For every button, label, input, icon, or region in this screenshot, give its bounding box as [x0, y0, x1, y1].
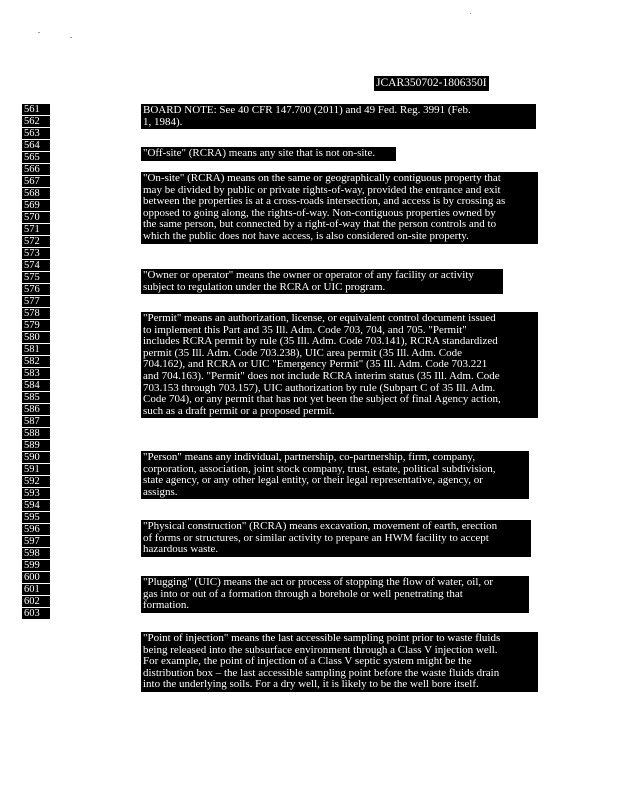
line-number: 574 — [22, 260, 50, 271]
text-line: corporation, association, joint stock company, trust, estate, political subdivision, — [143, 462, 496, 475]
line-number: 602 — [22, 596, 50, 607]
text-line: "Plugging" (UIC) means the act or process of stopping the flow of water, oil, or — [143, 576, 494, 588]
text-line: into the underlying soils. For a dry well, it is likely to be the well bore itself. — [143, 678, 479, 691]
text-line: subject to regulation under the RCRA or UIC program. — [143, 280, 386, 293]
text-line: of forms or structures, or similar activity to prepare an HWM facility to accept — [143, 531, 489, 544]
line-number: 582 — [22, 356, 50, 367]
line-number: 579 — [22, 320, 50, 331]
line-number: 586 — [22, 404, 50, 415]
line-number: 568 — [22, 188, 50, 199]
text-line: "Physical construction" (RCRA) means excavation, movement of earth, erection — [143, 520, 498, 532]
line-number: 584 — [22, 380, 50, 391]
line-number: 603 — [22, 608, 50, 619]
scan-speck — [470, 13, 471, 14]
line-number: 581 — [22, 344, 50, 355]
definition-physical-construction — [141, 520, 531, 557]
line-number: 580 — [22, 332, 50, 343]
line-number: 573 — [22, 248, 50, 259]
line-number: 569 — [22, 200, 50, 211]
text-line: which the public does not have access, is also considered on-site property. — [143, 229, 469, 242]
line-number: 598 — [22, 548, 50, 559]
board-note-paragraph — [141, 104, 536, 129]
line-number: 571 — [22, 224, 50, 235]
line-number: 578 — [22, 308, 50, 319]
definition-point-of-injection — [141, 632, 538, 692]
text-line: "Point of injection" means the last accessible sampling point prior to waste fluids — [143, 632, 501, 644]
line-number: 595 — [22, 512, 50, 523]
line-number: 576 — [22, 284, 50, 295]
line-number: 588 — [22, 428, 50, 439]
line-number: 590 — [22, 452, 50, 463]
line-number: 587 — [22, 416, 50, 427]
line-number: 577 — [22, 296, 50, 307]
text-line: Code 704), or any permit that has not yet been the subject of final Agency action, — [143, 393, 501, 406]
line-number: 575 — [22, 272, 50, 283]
text-line: "Owner or operator" means the owner or operator of any facility or activity — [143, 269, 474, 281]
line-number: 564 — [22, 140, 50, 151]
line-number: 591 — [22, 464, 50, 475]
line-number: 596 — [22, 524, 50, 535]
text-line: distribution box – the last accessible sampling point before the waste fluids drain — [143, 666, 500, 679]
text-line: to implement this Part and 35 Ill. Adm. Code 703, 704, and 705. "Permit" — [143, 323, 467, 336]
definition-person — [141, 451, 529, 499]
line-number: 594 — [22, 500, 50, 511]
text-line: "Person" means any individual, partnership, co-partnership, firm, company, — [143, 451, 476, 463]
text-line: the same person, but connected by a right-of-way that the person controls and to — [143, 218, 497, 231]
text-line: 703.153 through 703.157), UIC authorization by rule (Subpart C of 35 Ill. Adm. — [143, 381, 496, 394]
definition-off-site — [141, 147, 396, 161]
line-number: 601 — [22, 584, 50, 595]
line-number: 561 — [22, 104, 50, 115]
line-number: 570 — [22, 212, 50, 223]
text-line: permit (35 Ill. Adm. Code 703.238), UIC area permit (35 Ill. Adm. Code — [143, 346, 462, 359]
document-id: JCAR350702-1806350I — [376, 77, 487, 89]
definition-plugging — [141, 576, 529, 613]
text-line: 704.162), and RCRA or UIC "Emergency Permit" (35 Ill. Adm. Code 703.221 — [143, 358, 488, 371]
text-line: such as a draft permit or a proposed permit. — [143, 404, 335, 417]
text-line: and 704.163). "Permit" does not include RCRA interim status (35 Ill. Adm. Code — [143, 369, 500, 382]
text-line: formation. — [143, 599, 190, 612]
text-line: BOARD NOTE: See 40 CFR 147.700 (2011) and 49 Fed. Reg. 3991 (Feb. — [143, 104, 471, 116]
text-line: hazardous waste. — [143, 543, 219, 556]
line-number: 562 — [22, 116, 50, 127]
line-number: 567 — [22, 176, 50, 187]
text-line: assigns. — [143, 485, 178, 498]
text-line: opposed to going along, the rights-of-way. Non-contiguous properties owned by — [143, 206, 496, 219]
line-number: 585 — [22, 392, 50, 403]
line-number: 597 — [22, 536, 50, 547]
text-line: includes RCRA permit by rule (35 Ill. Adm. Code 703.141), RCRA standardized — [143, 335, 498, 348]
line-number: 566 — [22, 164, 50, 175]
line-number: 599 — [22, 560, 50, 571]
line-number: 592 — [22, 476, 50, 487]
text-line: between the properties is at a cross-roads intersection, and access is by crossing as — [143, 195, 506, 208]
line-number: 593 — [22, 488, 50, 499]
definition-owner-or-operator — [141, 269, 503, 294]
line-number: 583 — [22, 368, 50, 379]
text-line: "Off-site" (RCRA) means any site that is not on-site. — [143, 147, 376, 159]
text-line: may be divided by public or private rights-of-way, provided the entrance and exit — [143, 183, 501, 196]
text-line: "Permit" means an authorization, license, or equivalent control document issued — [143, 312, 496, 324]
line-number: 572 — [22, 236, 50, 247]
line-number: 565 — [22, 152, 50, 163]
line-number: 563 — [22, 128, 50, 139]
scan-speck — [70, 37, 72, 38]
definition-permit — [141, 312, 538, 418]
definition-on-site — [141, 172, 538, 244]
text-line: 1, 1984). — [143, 115, 183, 128]
text-line: For example, the point of injection of a Class V septic system might be the — [143, 655, 472, 668]
text-line: state agency, or any other legal entity, or their legal representative, agency, or — [143, 474, 483, 487]
text-line: "On-site" (RCRA) means on the same or geographically contiguous property that — [143, 172, 501, 184]
line-number: 589 — [22, 440, 50, 451]
line-number: 600 — [22, 572, 50, 583]
text-line: being released into the subsurface environment through a Class V injection well. — [143, 643, 498, 656]
scan-speck — [38, 32, 40, 33]
text-line: gas into or out of a formation through a borehole or well penetrating that — [143, 587, 463, 600]
